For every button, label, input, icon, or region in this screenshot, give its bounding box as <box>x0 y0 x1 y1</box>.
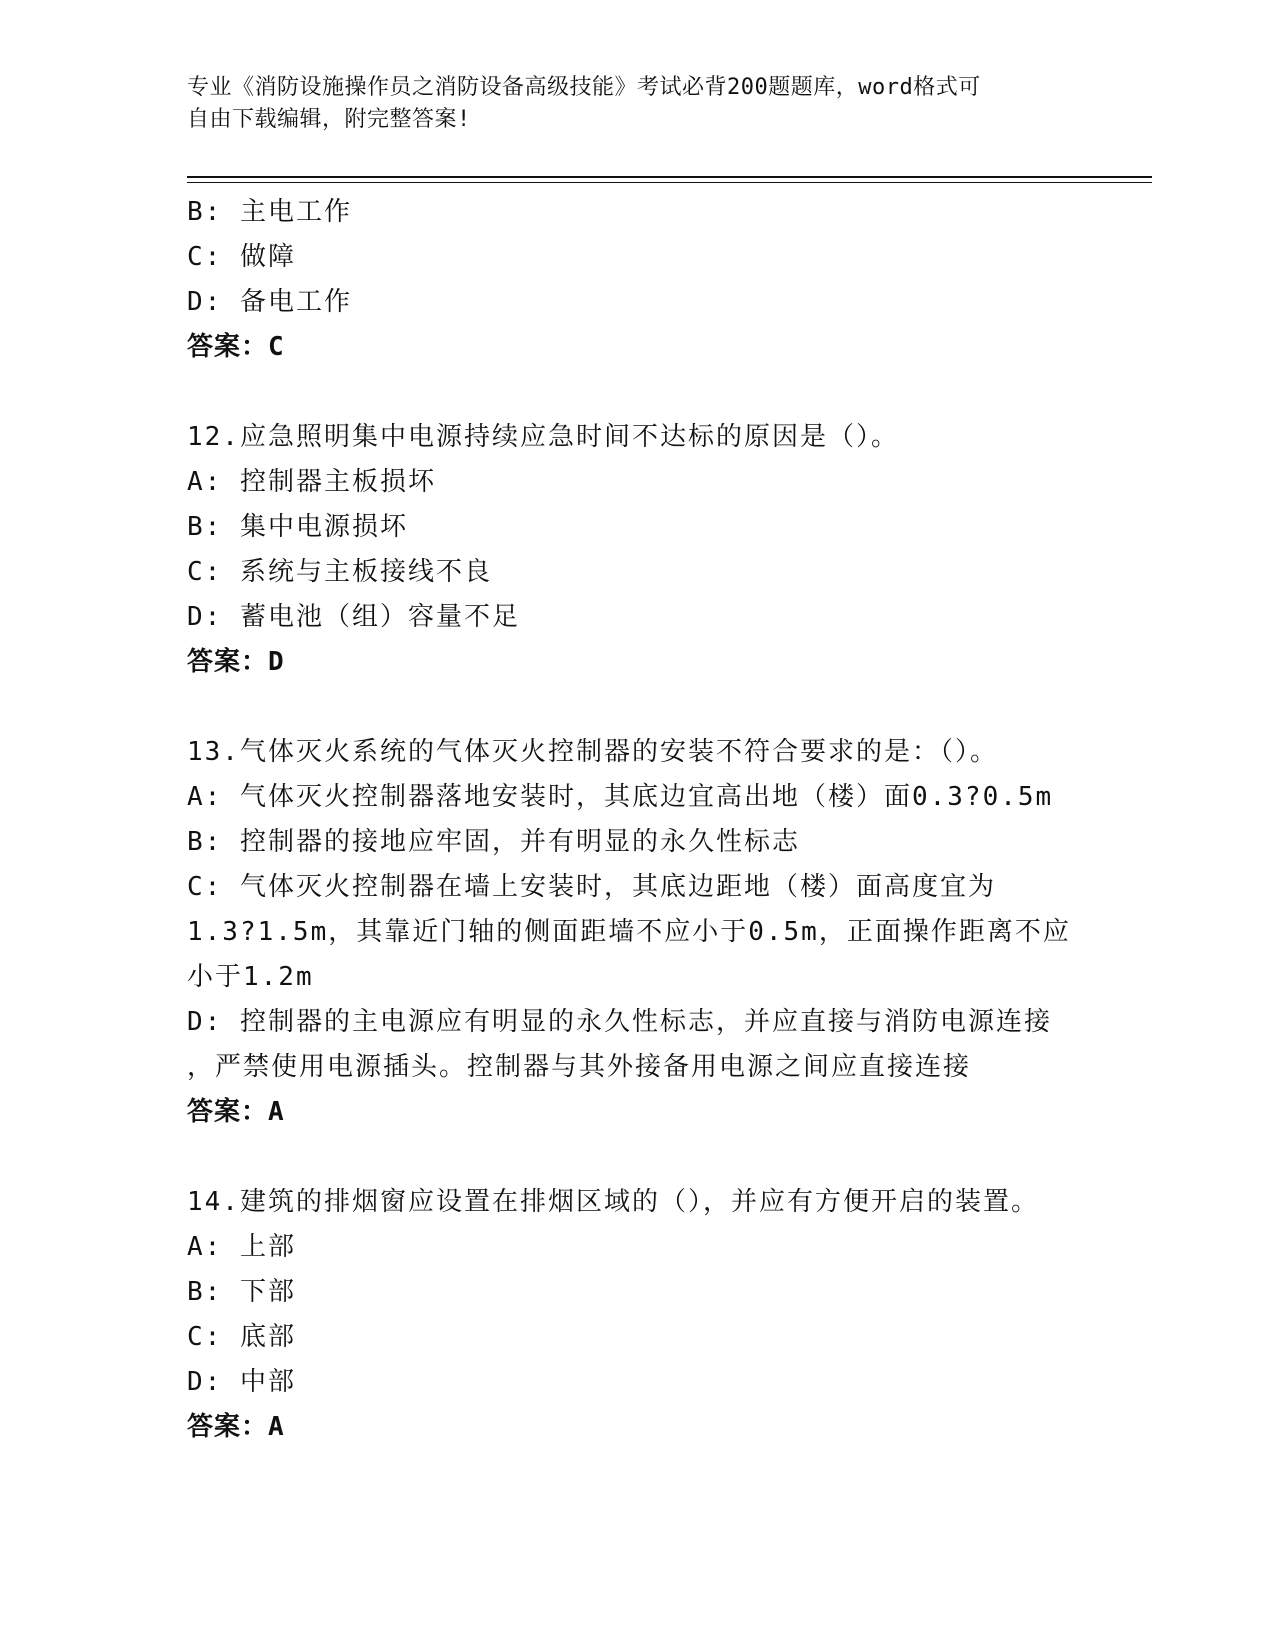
q13-option-d-line-2: ，严禁使用电源插头。控制器与其外接备用电源之间应直接连接 <box>187 1052 972 1082</box>
q13-question: 13.气体灭火系统的气体灭火控制器的安装不符合要求的是：（）。 <box>187 737 998 767</box>
question-content <box>187 190 1147 1450</box>
q13-option-c-line-3: 小于1.2m <box>187 962 314 992</box>
question-11-block <box>187 190 1147 370</box>
q11-option-c: C: 做障 <box>187 242 296 272</box>
q13-option-c-line-2: 1.3?1.5m，其靠近门轴的侧面距墙不应小于0.5m，正面操作距离不应 <box>187 917 1071 947</box>
q14-option-d: D: 中部 <box>187 1367 296 1397</box>
question-14-block <box>187 1180 1147 1450</box>
q12-answer: 答案：D <box>187 647 285 677</box>
spacer <box>187 685 1147 730</box>
q12-option-a: A: 控制器主板损坏 <box>187 467 436 497</box>
question-12-block <box>187 415 1147 685</box>
q11-option-d: D: 备电工作 <box>187 287 352 317</box>
spacer <box>187 370 1147 415</box>
q12-question: 12.应急照明集中电源持续应急时间不达标的原因是（）。 <box>187 422 899 452</box>
header-rule-thin <box>187 182 1152 183</box>
q14-option-a: A: 上部 <box>187 1232 296 1262</box>
q13-option-d-line-1: D: 控制器的主电源应有明显的永久性标志，并应直接与消防电源连接 <box>187 1007 1052 1037</box>
q12-option-b: B: 集中电源损坏 <box>187 512 408 542</box>
question-13-block <box>187 730 1147 1135</box>
q13-option-b: B: 控制器的接地应牢固，并有明显的永久性标志 <box>187 827 800 857</box>
q13-answer: 答案：A <box>187 1097 285 1127</box>
q13-option-c-line-1: C: 气体灭火控制器在墙上安装时，其底边距地（楼）面高度宜为 <box>187 872 996 902</box>
header-title-line-1: 专业《消防设施操作员之消防设备高级技能》考试必背200题题库，word格式可 <box>187 75 981 100</box>
q14-question: 14.建筑的排烟窗应设置在排烟区域的（），并应有方便开启的装置。 <box>187 1187 1039 1217</box>
spacer <box>187 1135 1147 1180</box>
q12-option-c: C: 系统与主板接线不良 <box>187 557 492 587</box>
q14-answer: 答案：A <box>187 1412 285 1442</box>
q12-option-d: D: 蓄电池（组）容量不足 <box>187 602 520 632</box>
q14-option-b: B: 下部 <box>187 1277 296 1307</box>
q11-answer: 答案：C <box>187 332 285 362</box>
q13-option-a: A: 气体灭火控制器落地安装时，其底边宜高出地（楼）面0.3?0.5m <box>187 782 1054 812</box>
header-rule-thick <box>187 176 1152 178</box>
header-title-line-2: 自由下载编辑，附完整答案! <box>187 107 471 132</box>
page-header <box>187 72 1067 136</box>
q11-option-b: B: 主电工作 <box>187 197 352 227</box>
q14-option-c: C: 底部 <box>187 1322 296 1352</box>
